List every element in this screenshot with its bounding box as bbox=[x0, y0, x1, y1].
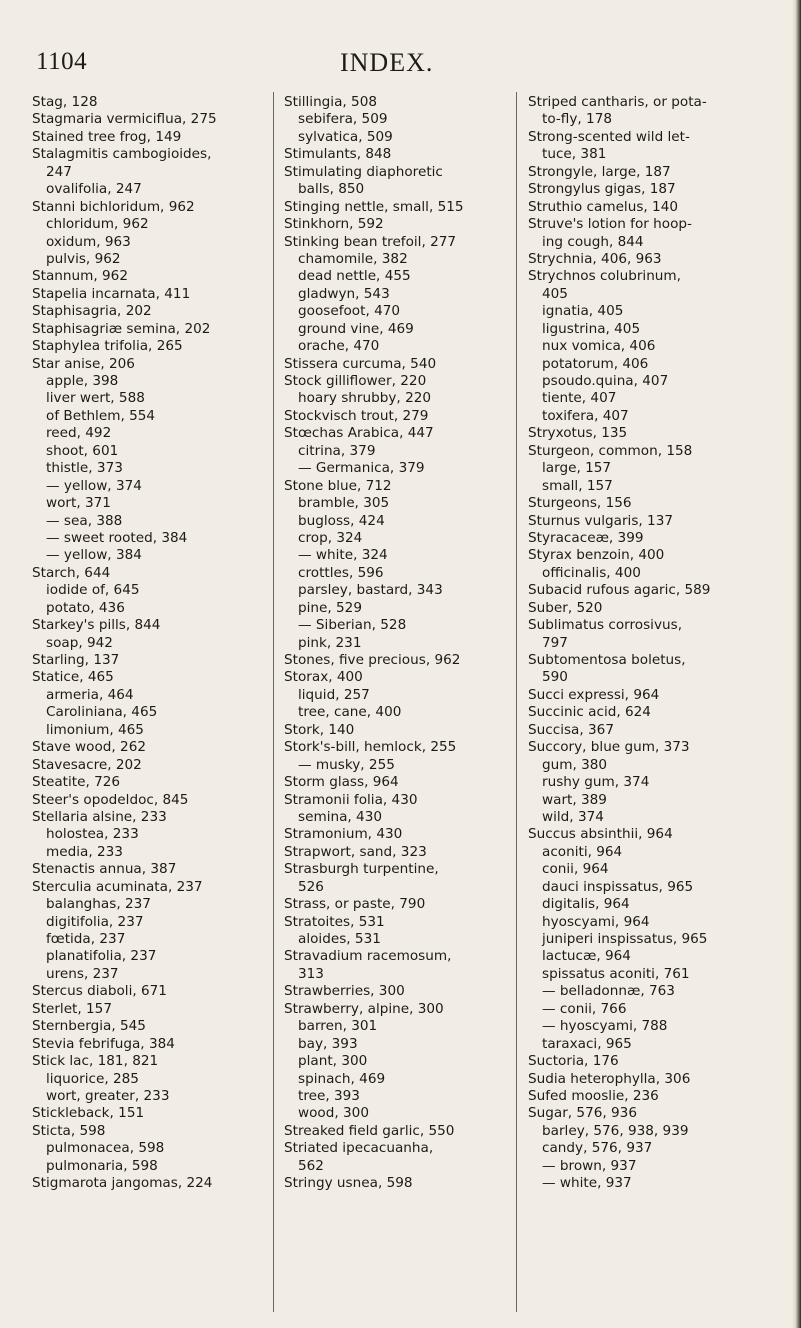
index-entry: Starkey's pills, 844 bbox=[32, 617, 161, 634]
index-subentry: chloridum, 962 bbox=[46, 216, 149, 233]
index-subentry: potatorum, 406 bbox=[542, 355, 649, 372]
index-entry: Stravadium racemosum, bbox=[284, 948, 452, 965]
index-subentry: 405 bbox=[542, 285, 568, 302]
index-subentry: — musky, 255 bbox=[298, 756, 395, 773]
index-entry: Sturnus vulgaris, 137 bbox=[528, 512, 673, 529]
index-entry: Sudia heterophylla, 306 bbox=[528, 1070, 691, 1087]
index-subentry: wort, 371 bbox=[46, 495, 111, 512]
index-subentry: bugloss, 424 bbox=[298, 512, 385, 529]
index-subentry: hyoscyami, 964 bbox=[542, 913, 650, 930]
index-subentry: juniperi inspissatus, 965 bbox=[542, 931, 708, 947]
index-subentry: psoudo.quina, 407 bbox=[542, 373, 669, 389]
index-subentry: lactucæ, 964 bbox=[542, 948, 631, 965]
index-subentry: media, 233 bbox=[46, 843, 123, 860]
index-entry: Stissera curcuma, 540 bbox=[284, 355, 437, 372]
index-subentry: crop, 324 bbox=[298, 529, 363, 546]
index-entry: Sufed mooslie, 236 bbox=[528, 1087, 659, 1104]
index-subentry: officinalis, 400 bbox=[542, 564, 641, 581]
index-entry: Stavesacre, 202 bbox=[32, 756, 142, 773]
index-subentry: apple, 398 bbox=[46, 373, 119, 389]
index-subentry: wood, 300 bbox=[298, 1105, 369, 1122]
index-subentry: liver wert, 588 bbox=[46, 390, 145, 407]
index-entry: Strasburgh turpentine, bbox=[284, 861, 439, 878]
index-entry: Striated ipecacuanha, bbox=[284, 1140, 434, 1157]
index-subentry: goosefoot, 470 bbox=[298, 303, 401, 320]
index-entry: Stinging nettle, small, 515 bbox=[284, 198, 464, 215]
index-entry: Strongylus gigas, 187 bbox=[528, 181, 676, 198]
index-subentry: pulmonaria, 598 bbox=[46, 1157, 158, 1174]
index-entry: Streaked field garlic, 550 bbox=[284, 1122, 455, 1139]
index-subentry: ligustrina, 405 bbox=[542, 320, 641, 337]
index-subentry: semina, 430 bbox=[298, 808, 382, 825]
column-divider bbox=[516, 92, 517, 1312]
index-entry: Strass, or paste, 790 bbox=[284, 896, 426, 913]
index-subentry: planatifolia, 237 bbox=[46, 948, 157, 965]
index-subentry: soap, 942 bbox=[46, 634, 113, 651]
index-entry: Stave wood, 262 bbox=[32, 739, 146, 756]
index-subentry: small, 157 bbox=[542, 477, 613, 494]
index-subentry: — belladonnæ, 763 bbox=[542, 983, 675, 1000]
page-number: 1104 bbox=[36, 48, 88, 75]
index-entry: Staphylea trifolia, 265 bbox=[32, 338, 183, 355]
index-entry: Stœchas Arabica, 447 bbox=[284, 425, 434, 442]
index-subentry: — sea, 388 bbox=[46, 512, 123, 529]
index-subentry: candy, 576, 937 bbox=[542, 1140, 653, 1157]
index-subentry: oxidum, 963 bbox=[46, 233, 131, 250]
index-entry: Stramonii folia, 430 bbox=[284, 791, 418, 808]
index-entry: Storm glass, 964 bbox=[284, 774, 399, 791]
index-entry: Stained tree frog, 149 bbox=[32, 128, 182, 145]
index-entry: Stanni bichloridum, 962 bbox=[32, 198, 195, 215]
index-entry: Succinic acid, 624 bbox=[528, 704, 651, 721]
index-subentry: taraxaci, 965 bbox=[542, 1035, 632, 1052]
index-entry: Staphisagria, 202 bbox=[32, 303, 152, 320]
index-subentry: potato, 436 bbox=[46, 599, 125, 616]
index-subentry: 797 bbox=[542, 634, 568, 651]
index-entry: Stramonium, 430 bbox=[284, 826, 403, 843]
index-entry: Succi expressi, 964 bbox=[528, 686, 660, 703]
index-entry: Stones, five precious, 962 bbox=[284, 652, 461, 668]
index-subentry: ground vine, 469 bbox=[298, 320, 414, 337]
index-entry: Suctoria, 176 bbox=[528, 1053, 619, 1070]
index-entry: Succory, blue gum, 373 bbox=[528, 739, 690, 756]
index-subentry: pulmonacea, 598 bbox=[46, 1140, 165, 1157]
index-entry: Star anise, 206 bbox=[32, 355, 135, 372]
index-column-1 bbox=[32, 94, 264, 1193]
index-subentry: — Germanica, 379 bbox=[298, 460, 425, 477]
index-entry: Starch, 644 bbox=[32, 564, 111, 581]
index-subentry: to-fly, 178 bbox=[542, 111, 612, 128]
index-subentry: rushy gum, 374 bbox=[542, 774, 650, 791]
index-subentry: — white, 324 bbox=[298, 547, 388, 564]
index-subentry: of Bethlem, 554 bbox=[46, 407, 156, 424]
index-entry: Struthio camelus, 140 bbox=[528, 198, 678, 215]
index-subentry: wart, 389 bbox=[542, 791, 607, 808]
index-subentry: liquid, 257 bbox=[298, 686, 370, 703]
index-subentry: balanghas, 237 bbox=[46, 896, 151, 913]
index-subentry: — white, 937 bbox=[542, 1175, 632, 1192]
index-subentry: 590 bbox=[542, 669, 568, 686]
index-subentry: 562 bbox=[298, 1157, 324, 1174]
index-subentry: — yellow, 374 bbox=[46, 477, 142, 494]
index-entry: Strychnos colubrinum, bbox=[528, 268, 681, 285]
index-entry: Stannum, 962 bbox=[32, 268, 128, 285]
index-subentry: ignatia, 405 bbox=[542, 303, 624, 320]
index-entry: Steer's opodeldoc, 845 bbox=[32, 791, 189, 808]
index-subentry: tree, cane, 400 bbox=[298, 704, 402, 721]
index-entry: Stapelia incarnata, 411 bbox=[32, 285, 191, 302]
index-subentry: digitifolia, 237 bbox=[46, 913, 144, 930]
index-entry: Stag, 128 bbox=[32, 94, 98, 110]
index-subentry: spinach, 469 bbox=[298, 1070, 386, 1087]
index-entry: Strong-scented wild let- bbox=[528, 128, 690, 145]
index-subentry: holostea, 233 bbox=[46, 826, 139, 843]
index-entry: Sublimatus corrosivus, bbox=[528, 617, 683, 634]
index-entry: Stellaria alsine, 233 bbox=[32, 808, 167, 825]
index-subentry: digitalis, 964 bbox=[542, 896, 630, 913]
index-column-2 bbox=[284, 94, 509, 1193]
index-subentry: thistle, 373 bbox=[46, 460, 123, 477]
index-subentry: pink, 231 bbox=[298, 634, 362, 651]
index-subentry: crottles, 596 bbox=[298, 564, 384, 581]
index-subentry: — yellow, 384 bbox=[46, 547, 142, 564]
index-entry: Subacid rufous agaric, 589 bbox=[528, 582, 711, 599]
index-subentry: 526 bbox=[298, 878, 324, 895]
index-entry: Stinkhorn, 592 bbox=[284, 216, 384, 233]
index-subentry: pulvis, 962 bbox=[46, 250, 121, 267]
index-subentry: barley, 576, 938, 939 bbox=[542, 1122, 689, 1139]
index-subentry: iodide of, 645 bbox=[46, 582, 140, 599]
index-entry: Strychnia, 406, 963 bbox=[528, 250, 662, 267]
book-edge bbox=[792, 0, 801, 1328]
index-subentry: liquorice, 285 bbox=[46, 1070, 139, 1087]
index-subentry: conii, 964 bbox=[542, 861, 609, 878]
index-subentry: nux vomica, 406 bbox=[542, 338, 656, 355]
index-subentry: urens, 237 bbox=[46, 965, 119, 982]
index-entry: Stigmarota jangomas, 224 bbox=[32, 1175, 213, 1192]
index-entry: Staphisagriæ semina, 202 bbox=[32, 320, 211, 337]
index-entry: Sugar, 576, 936 bbox=[528, 1105, 637, 1122]
index-entry: Stickleback, 151 bbox=[32, 1105, 145, 1122]
index-entry: Stimulants, 848 bbox=[284, 146, 392, 163]
index-entry: Stillingia, 508 bbox=[284, 94, 378, 110]
index-entry: Struve's lotion for hoop- bbox=[528, 216, 692, 233]
index-entry: Starling, 137 bbox=[32, 652, 120, 668]
index-entry: Styrax benzoin, 400 bbox=[528, 547, 665, 564]
index-subentry: 247 bbox=[46, 163, 72, 180]
index-entry: Strawberry, alpine, 300 bbox=[284, 1000, 444, 1017]
index-entry: Subtomentosa boletus, bbox=[528, 652, 686, 668]
index-entry: Stork's-bill, hemlock, 255 bbox=[284, 739, 457, 756]
index-entry: Stagmaria vermiciflua, 275 bbox=[32, 111, 217, 128]
index-subentry: plant, 300 bbox=[298, 1053, 368, 1070]
index-subentry: fœtida, 237 bbox=[46, 931, 126, 947]
index-entry: Strawberries, 300 bbox=[284, 983, 405, 1000]
index-subentry: bramble, 305 bbox=[298, 495, 390, 512]
index-entry: Striped cantharis, or pota- bbox=[528, 94, 707, 110]
column-divider bbox=[273, 92, 274, 1312]
index-subentry: dauci inspissatus, 965 bbox=[542, 878, 694, 895]
index-subentry: bay, 393 bbox=[298, 1035, 358, 1052]
index-entry: Stockvisch trout, 279 bbox=[284, 407, 429, 424]
index-subentry: orache, 470 bbox=[298, 338, 380, 355]
index-entry: Stimulating diaphoretic bbox=[284, 163, 443, 180]
index-entry: Stork, 140 bbox=[284, 721, 355, 738]
index-subentry: ing cough, 844 bbox=[542, 233, 644, 250]
index-subentry: tree, 393 bbox=[298, 1087, 360, 1104]
index-entry: Sturgeons, 156 bbox=[528, 495, 632, 512]
index-entry: Stick lac, 181, 821 bbox=[32, 1053, 159, 1070]
index-subentry: sylvatica, 509 bbox=[298, 128, 393, 145]
index-entry: Stercus diaboli, 671 bbox=[32, 983, 167, 1000]
index-entry: Strapwort, sand, 323 bbox=[284, 843, 427, 860]
index-subentry: wild, 374 bbox=[542, 808, 604, 825]
index-subentry: — hyoscyami, 788 bbox=[542, 1018, 668, 1035]
index-entry: Stinking bean trefoil, 277 bbox=[284, 233, 457, 250]
index-entry: Succisa, 367 bbox=[528, 721, 614, 738]
index-entry: Succus absinthii, 964 bbox=[528, 826, 673, 843]
index-subentry: limonium, 465 bbox=[46, 721, 144, 738]
index-entry: Stratoites, 531 bbox=[284, 913, 385, 930]
index-subentry: barren, 301 bbox=[298, 1018, 378, 1035]
index-subentry: reed, 492 bbox=[46, 425, 112, 442]
index-entry: Stock gilliflower, 220 bbox=[284, 373, 427, 389]
index-subentry: — Siberian, 528 bbox=[298, 617, 407, 634]
index-column-3 bbox=[528, 94, 788, 1193]
index-subentry: 313 bbox=[298, 965, 324, 982]
index-subentry: pine, 529 bbox=[298, 599, 362, 616]
index-subentry: tuce, 381 bbox=[542, 146, 607, 163]
index-subentry: parsley, bastard, 343 bbox=[298, 582, 443, 599]
index-subentry: large, 157 bbox=[542, 460, 612, 477]
index-subentry: tiente, 407 bbox=[542, 390, 617, 407]
index-entry: Steatite, 726 bbox=[32, 774, 121, 791]
index-entry: Stryxotus, 135 bbox=[528, 425, 628, 442]
index-subentry: spissatus aconiti, 761 bbox=[542, 965, 690, 982]
index-entry: Strongyle, large, 187 bbox=[528, 163, 671, 180]
index-entry: Suber, 520 bbox=[528, 599, 603, 616]
index-entry: Sticta, 598 bbox=[32, 1122, 106, 1139]
index-subentry: balls, 850 bbox=[298, 181, 365, 198]
index-subentry: — sweet rooted, 384 bbox=[46, 529, 188, 546]
index-subentry: chamomile, 382 bbox=[298, 250, 408, 267]
index-subentry: citrina, 379 bbox=[298, 442, 376, 459]
index-subentry: hoary shrubby, 220 bbox=[298, 390, 432, 407]
index-subentry: aloides, 531 bbox=[298, 931, 381, 947]
index-subentry: toxifera, 407 bbox=[542, 407, 629, 424]
index-entry: Statice, 465 bbox=[32, 669, 114, 686]
index-entry: Sturgeon, common, 158 bbox=[528, 442, 693, 459]
index-subentry: dead nettle, 455 bbox=[298, 268, 411, 285]
index-entry: Sterlet, 157 bbox=[32, 1000, 112, 1017]
index-subentry: gladwyn, 543 bbox=[298, 285, 390, 302]
index-subentry: aconiti, 964 bbox=[542, 843, 623, 860]
index-subentry: ovalifolia, 247 bbox=[46, 181, 142, 198]
index-subentry: — conii, 766 bbox=[542, 1000, 627, 1017]
index-subentry: — brown, 937 bbox=[542, 1157, 637, 1174]
index-entry: Stalagmitis cambogioides, bbox=[32, 146, 212, 163]
index-entry: Stenactis annua, 387 bbox=[32, 861, 177, 878]
index-subentry: armeria, 464 bbox=[46, 686, 134, 703]
index-subentry: shoot, 601 bbox=[46, 442, 119, 459]
index-entry: Sterculia acuminata, 237 bbox=[32, 878, 203, 895]
index-subentry: sebifera, 509 bbox=[298, 111, 388, 128]
page-header bbox=[0, 48, 801, 88]
index-entry: Sternbergia, 545 bbox=[32, 1018, 146, 1035]
index-entry: Stone blue, 712 bbox=[284, 477, 392, 494]
index-entry: Storax, 400 bbox=[284, 669, 363, 686]
index-entry: Styracaceæ, 399 bbox=[528, 529, 644, 546]
index-entry: Stringy usnea, 598 bbox=[284, 1175, 413, 1192]
index-subentry: gum, 380 bbox=[542, 756, 608, 773]
index-subentry: Caroliniana, 465 bbox=[46, 704, 158, 721]
running-head: INDEX. bbox=[340, 48, 434, 77]
index-entry: Stevia febrifuga, 384 bbox=[32, 1035, 175, 1052]
index-subentry: wort, greater, 233 bbox=[46, 1087, 170, 1104]
